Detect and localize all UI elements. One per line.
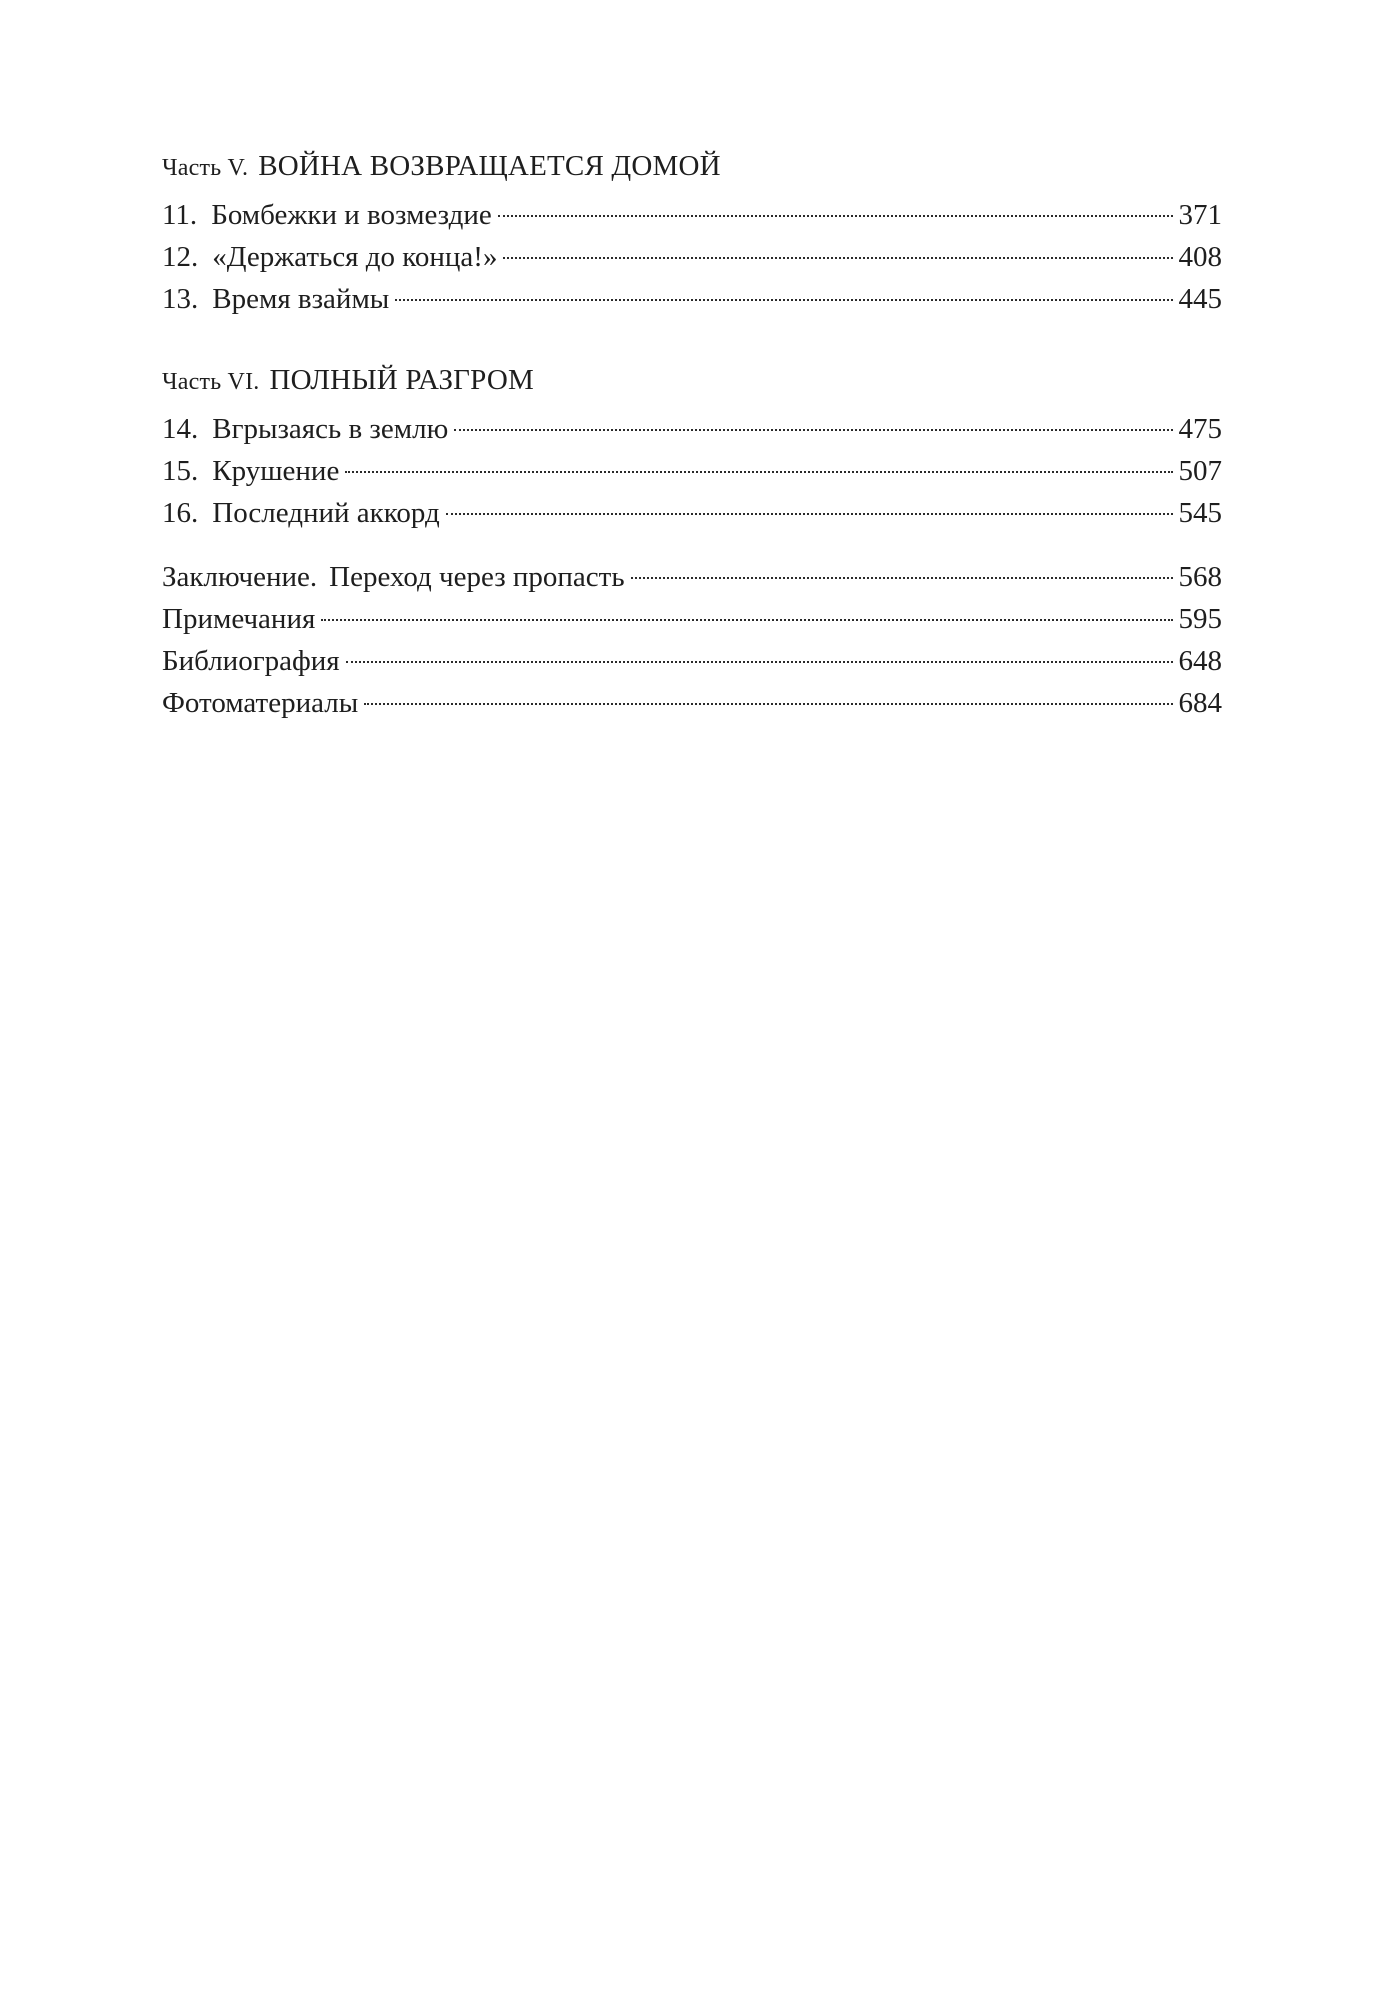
toc-entry-photos[interactable] — [162, 682, 1222, 724]
dot-leader — [498, 215, 1173, 217]
part-title: ПОЛНЫЙ РАЗГРОМ — [269, 364, 534, 396]
part-heading — [162, 146, 1222, 186]
chapter-number: 12. — [162, 241, 199, 273]
part-label: Часть VI. — [162, 369, 260, 395]
dot-leader — [503, 257, 1172, 259]
page-number: 475 — [1178, 413, 1222, 445]
toc-entry-notes[interactable] — [162, 598, 1222, 640]
dot-leader — [345, 471, 1172, 473]
dot-leader — [454, 429, 1172, 431]
chapter-number: 14. — [162, 413, 199, 445]
toc-entry[interactable] — [162, 194, 1222, 236]
dot-leader — [395, 299, 1172, 301]
entry-title — [162, 556, 625, 598]
entry-subtitle: Переход через пропасть — [329, 561, 625, 593]
chapter-title: Вгрызаясь в землю — [212, 413, 449, 445]
chapter-number: 16. — [162, 497, 199, 529]
page-number: 648 — [1178, 645, 1222, 677]
part-title: ВОЙНА ВОЗВРАЩАЕТСЯ ДОМОЙ — [258, 150, 721, 182]
toc-entry-conclusion[interactable] — [162, 556, 1222, 598]
chapter-title: Время взаймы — [212, 283, 390, 315]
chapter-title: Последний аккорд — [212, 497, 440, 529]
entry-title: Примечания — [162, 603, 316, 635]
page-number: 507 — [1178, 455, 1222, 487]
dot-leader — [321, 619, 1172, 621]
chapter-number: 11. — [162, 199, 198, 231]
page-number: 568 — [1178, 561, 1222, 593]
spacer — [162, 534, 1222, 556]
toc-entry[interactable] — [162, 236, 1222, 278]
spacer — [162, 320, 1222, 360]
dot-leader — [446, 513, 1173, 515]
dot-leader — [346, 661, 1173, 663]
page-number: 408 — [1178, 241, 1222, 273]
chapter-title: Бомбежки и возмездие — [211, 199, 492, 231]
chapter-title: Крушение — [212, 455, 340, 487]
page-number: 445 — [1178, 283, 1222, 315]
dot-leader — [631, 577, 1173, 579]
part-heading — [162, 360, 1222, 400]
toc-entry-bibliography[interactable] — [162, 640, 1222, 682]
chapter-number: 13. — [162, 283, 199, 315]
entry-label: Заключение. — [162, 561, 318, 593]
chapter-number: 15. — [162, 455, 199, 487]
page-number: 595 — [1178, 603, 1222, 635]
entry-title: Библиография — [162, 645, 340, 677]
chapter-title: «Держаться до конца!» — [212, 241, 498, 273]
dot-leader — [364, 703, 1172, 705]
part-label: Часть V. — [162, 155, 249, 181]
toc-entry[interactable] — [162, 492, 1222, 534]
page-number: 371 — [1178, 199, 1222, 231]
toc-entry[interactable] — [162, 450, 1222, 492]
page-number: 684 — [1178, 687, 1222, 719]
toc-entry[interactable] — [162, 278, 1222, 320]
entry-title: Фотоматериалы — [162, 687, 359, 719]
toc-entry[interactable] — [162, 408, 1222, 450]
page-number: 545 — [1178, 497, 1222, 529]
table-of-contents — [162, 146, 1222, 724]
